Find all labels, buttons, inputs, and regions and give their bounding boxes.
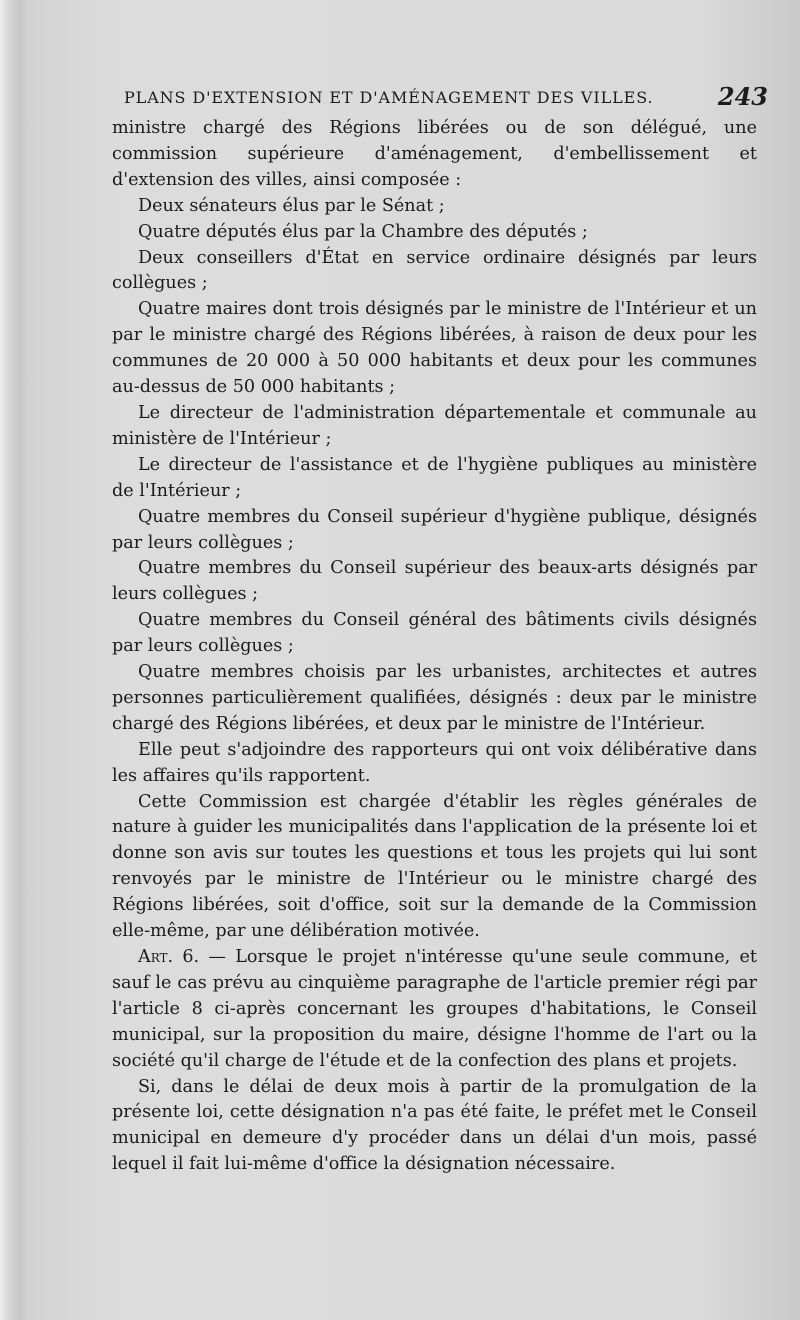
paragraph-senateurs: Deux sénateurs élus par le Sénat ;	[138, 195, 445, 216]
paragraph-maires: Quatre maires dont trois désignés par le ministre de l'Intérieur et un par le ministre chargé des Régions libérées, à raison de deux pour les communes de 20 000 à 50 000 habitants et deux pour les communes au-dessus de 50 000 habitants ;	[112, 299, 757, 398]
page-number: 243	[717, 82, 768, 111]
paragraph-deputes: Quatre députés élus par la Chambre des députés ;	[138, 221, 588, 242]
paragraph-conseillers-etat: Deux conseillers d'État en service ordinaire désignés par leurs collègues ;	[112, 247, 757, 294]
paragraph-beaux-arts: Quatre membres du Conseil supérieur des beaux-arts désignés par leurs collègues ;	[112, 558, 757, 605]
paragraph-directeur-assistance: Le directeur de l'assistance et de l'hygiène publiques au ministère de l'Intérieur ;	[112, 454, 757, 501]
paragraph-commission-role: Cette Commission est chargée d'établir les règles générales de nature à guider les municipalités dans l'application de la présente loi et donne son avis sur toutes les questions et tous les projets qui lui sont renvoyés par le ministre de l'Intérieur ou le ministre chargé des Régions libérées, soit d'office, soit sur la demande de la Commission elle-même, par une délibération motivée.	[112, 791, 757, 942]
running-title: PLANS D'EXTENSION ET D'AMÉNAGEMENT DES VILLES.	[124, 88, 654, 107]
running-head	[118, 84, 768, 114]
paragraph-article-6	[112, 945, 757, 1075]
paragraph-directeur-administration: Le directeur de l'administration départementale et communale au ministère de l'Intérieur ;	[112, 402, 757, 449]
paragraph-delai: Si, dans le délai de deux mois à partir de la promulgation de la présente loi, cette désignation n'a pas été faite, le préfet met le Conseil municipal en demeure d'y procéder dans un délai d'un mois, passé lequel il fait lui-même d'office la désignation nécessaire.	[112, 1076, 757, 1175]
article-6-text: — Lorsque le projet n'intéresse qu'une seule commune, et sauf le cas prévu au cinquième paragraphe de l'article premier régi par l'article 8 ci-après concernant les groupes d'habitations, le Conseil municipal, sur la proposition du maire, désigne l'homme de l'art ou la société qu'il charge de l'étude et de la confection des plans et projets.	[112, 947, 757, 1071]
paragraph-hygiene: Quatre membres du Conseil supérieur d'hygiène publique, désignés par leurs collègues ;	[112, 506, 757, 553]
paragraph-batiments-civils: Quatre membres du Conseil général des bâtiments civils désignés par leurs collègues ;	[112, 610, 757, 657]
article-6-label: Art. 6.	[138, 947, 200, 967]
page-edge-shadow	[0, 0, 22, 1320]
paragraph-urbanistes: Quatre membres choisis par les urbanistes, architectes et autres personnes particulièrement qualifiées, désignés : deux par le ministre chargé des Régions libérées, et deux par le ministre de l'Intérieur.	[112, 662, 757, 734]
paragraph-rapporteurs: Elle peut s'adjoindre des rapporteurs qui ont voix délibérative dans les affaires qu'ils rapportent.	[112, 739, 757, 786]
body-text	[112, 116, 757, 1178]
paragraph-commission-intro: ministre chargé des Régions libérées ou de son délégué, une commission supérieure d'aménagement, d'embellissement et d'extension des villes, ainsi composée :	[112, 118, 757, 190]
